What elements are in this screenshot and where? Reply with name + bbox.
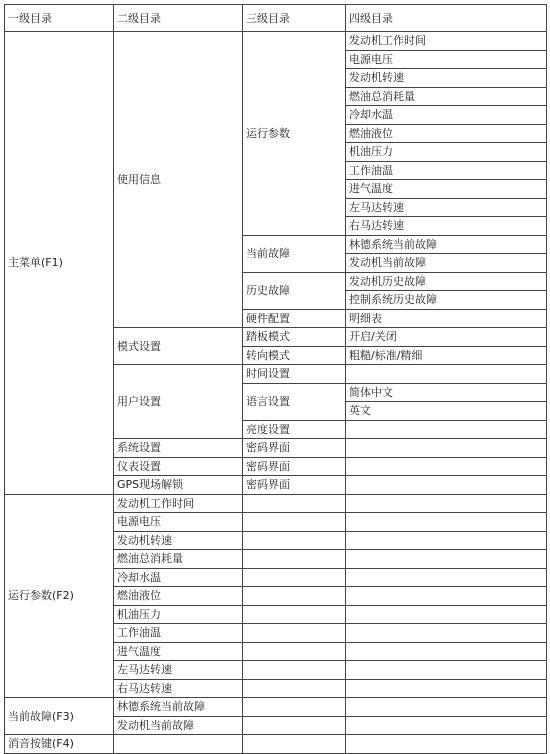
- cell-level-3: 语言设置: [243, 383, 346, 420]
- cell-level-4: 发动机工作时间: [346, 32, 547, 51]
- cell-level-4: 粗糙/标准/精细: [346, 346, 547, 365]
- cell-level-3: [243, 605, 346, 624]
- cell-level-2: 用户设置: [114, 365, 243, 439]
- header-level-4: 四级目录: [346, 5, 547, 32]
- cell-level-2: 燃油液位: [114, 587, 243, 606]
- cell-level-2: 电源电压: [114, 513, 243, 532]
- cell-level-4: [346, 550, 547, 569]
- cell-level-2: 模式设置: [114, 328, 243, 365]
- cell-level-4: [346, 365, 547, 384]
- cell-level-3: [243, 698, 346, 717]
- cell-level-3: 密码界面: [243, 476, 346, 495]
- cell-level-4: [346, 735, 547, 754]
- cell-level-1: 运行参数(F2): [5, 494, 114, 698]
- cell-level-3: [243, 642, 346, 661]
- cell-level-4: [346, 457, 547, 476]
- cell-level-3: 历史故障: [243, 272, 346, 309]
- header-level-3: 三级目录: [243, 5, 346, 32]
- cell-level-2: 进气温度: [114, 642, 243, 661]
- cell-level-4: 发动机转速: [346, 69, 547, 88]
- cell-level-4: 控制系统历史故障: [346, 291, 547, 310]
- cell-level-3: 踏板模式: [243, 328, 346, 347]
- cell-level-3: 时间设置: [243, 365, 346, 384]
- cell-level-4: [346, 642, 547, 661]
- cell-level-1: 主菜单(F1): [5, 32, 114, 495]
- cell-level-4: [346, 420, 547, 439]
- cell-level-4: [346, 605, 547, 624]
- cell-level-4: [346, 568, 547, 587]
- cell-level-2: 燃油总消耗量: [114, 550, 243, 569]
- table-row: [5, 494, 547, 513]
- cell-level-3: 密码界面: [243, 439, 346, 458]
- table-body: [5, 32, 547, 754]
- cell-level-2: 机油压力: [114, 605, 243, 624]
- cell-level-4: [346, 476, 547, 495]
- cell-level-2: 右马达转速: [114, 679, 243, 698]
- cell-level-4: [346, 494, 547, 513]
- cell-level-3: 转向模式: [243, 346, 346, 365]
- cell-level-2: 工作油温: [114, 624, 243, 643]
- cell-level-4: 进气温度: [346, 180, 547, 199]
- cell-level-2: GPS现场解锁: [114, 476, 243, 495]
- cell-level-3: [243, 550, 346, 569]
- cell-level-4: 工作油温: [346, 161, 547, 180]
- cell-level-4: [346, 679, 547, 698]
- cell-level-3: [243, 661, 346, 680]
- cell-level-4: [346, 531, 547, 550]
- cell-level-4: [346, 439, 547, 458]
- cell-level-3: 运行参数: [243, 32, 346, 236]
- cell-level-4: 英文: [346, 402, 547, 421]
- cell-level-4: [346, 513, 547, 532]
- cell-level-4: [346, 661, 547, 680]
- cell-level-3: [243, 624, 346, 643]
- cell-level-2: 发动机当前故障: [114, 716, 243, 735]
- table-row: [5, 32, 547, 51]
- cell-level-3: 密码界面: [243, 457, 346, 476]
- table-row: [5, 698, 547, 717]
- cell-level-3: 当前故障: [243, 235, 346, 272]
- table-row: [5, 735, 547, 754]
- cell-level-4: 燃油液位: [346, 124, 547, 143]
- cell-level-3: [243, 735, 346, 754]
- cell-level-3: [243, 494, 346, 513]
- cell-level-4: 开启/关闭: [346, 328, 547, 347]
- cell-level-4: 机油压力: [346, 143, 547, 162]
- cell-level-4: [346, 624, 547, 643]
- cell-level-4: [346, 716, 547, 735]
- cell-level-4: 发动机历史故障: [346, 272, 547, 291]
- cell-level-2: 仪表设置: [114, 457, 243, 476]
- cell-level-2: 左马达转速: [114, 661, 243, 680]
- cell-level-4: 燃油总消耗量: [346, 87, 547, 106]
- cell-level-2: 系统设置: [114, 439, 243, 458]
- cell-level-4: 左马达转速: [346, 198, 547, 217]
- cell-level-3: [243, 568, 346, 587]
- cell-level-3: [243, 716, 346, 735]
- cell-level-2: 发动机工作时间: [114, 494, 243, 513]
- header-level-2: 二级目录: [114, 5, 243, 32]
- header-row: [5, 5, 547, 32]
- cell-level-3: [243, 513, 346, 532]
- cell-level-4: 林德系统当前故障: [346, 235, 547, 254]
- cell-level-3: [243, 679, 346, 698]
- cell-level-4: [346, 587, 547, 606]
- cell-level-2: [114, 735, 243, 754]
- cell-level-4: 明细表: [346, 309, 547, 328]
- cell-level-1: 消音按键(F4): [5, 735, 114, 754]
- cell-level-3: 亮度设置: [243, 420, 346, 439]
- cell-level-1: 当前故障(F3): [5, 698, 114, 735]
- cell-level-2: 使用信息: [114, 32, 243, 328]
- cell-level-4: 简体中文: [346, 383, 547, 402]
- cell-level-4: 右马达转速: [346, 217, 547, 236]
- cell-level-2: 发动机转速: [114, 531, 243, 550]
- header-level-1: 一级目录: [5, 5, 114, 32]
- cell-level-3: [243, 531, 346, 550]
- cell-level-4: 冷却水温: [346, 106, 547, 125]
- cell-level-3: [243, 587, 346, 606]
- cell-level-4: 电源电压: [346, 50, 547, 69]
- cell-level-2: 林德系统当前故障: [114, 698, 243, 717]
- cell-level-4: [346, 698, 547, 717]
- menu-structure-table: [4, 4, 547, 754]
- cell-level-3: 硬件配置: [243, 309, 346, 328]
- cell-level-2: 冷却水温: [114, 568, 243, 587]
- cell-level-4: 发动机当前故障: [346, 254, 547, 273]
